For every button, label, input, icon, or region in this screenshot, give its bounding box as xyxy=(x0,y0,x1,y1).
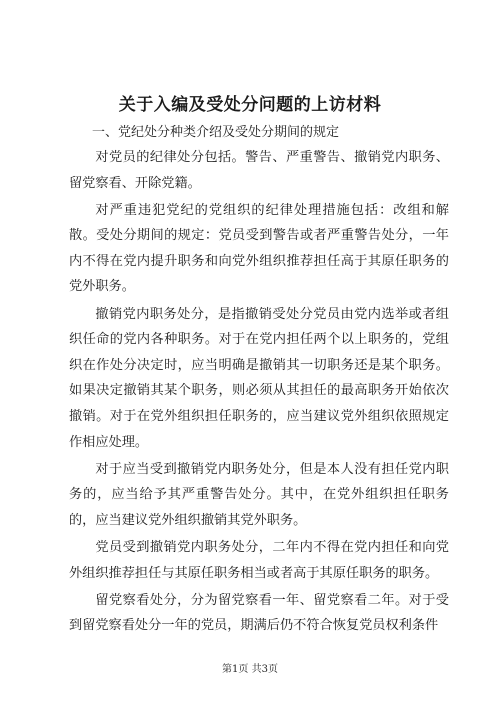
paragraph: 撤销党内职务处分，是指撤销受处分党员由党内选举或者组织任命的党内各种职务。对于在党内担任两个以上职务的，党组织在作处分决定时，应当明确是撤销其一切职务还是某个职务。如果决定撤销其某个职务，则必须从其担任的最高职务开始依次撤销。对于在党外组织担任职务的，应当建议党外组织依照规定作相应处理。 xyxy=(69,306,449,450)
paragraph: 对严重违犯党纪的党组织的纪律处理措施包括：改组和解散。受处分期间的规定：党员受到警告或者严重警告处分，一年内不得在党内提升职务和向党外组织推荐担任高于其原任职务的党外职务。 xyxy=(69,202,449,295)
paragraph: 对党员的纪律处分包括。警告、严重警告、撤销党内职务、留党察看、开除党籍。 xyxy=(69,150,449,191)
paragraph: 留党察看处分，分为留党察看一年、留党察看二年。对于受到留党察看处分一年的党员，期满后仍不符合恢复党员权利条件 xyxy=(69,592,449,634)
section-heading: 一、党纪处分种类介绍及受处分期间的规定 xyxy=(92,125,340,140)
document-body xyxy=(69,145,449,640)
paragraph: 对于应当受到撤销党内职务处分，但是本人没有担任党内职务的，应当给予其严重警告处分。其中，在党外组织担任职务的，应当建议党外组织撤销其党外职务。 xyxy=(69,461,449,528)
paragraph: 党员受到撤销党内职务处分，二年内不得在党内担任和向党外组织推荐担任与其原任职务相当或者高于其原任职务的职务。 xyxy=(69,539,449,581)
page-footer: 第1页 共3页 xyxy=(222,664,278,675)
document-title: 关于入编及受处分问题的上访材料 xyxy=(118,95,382,115)
